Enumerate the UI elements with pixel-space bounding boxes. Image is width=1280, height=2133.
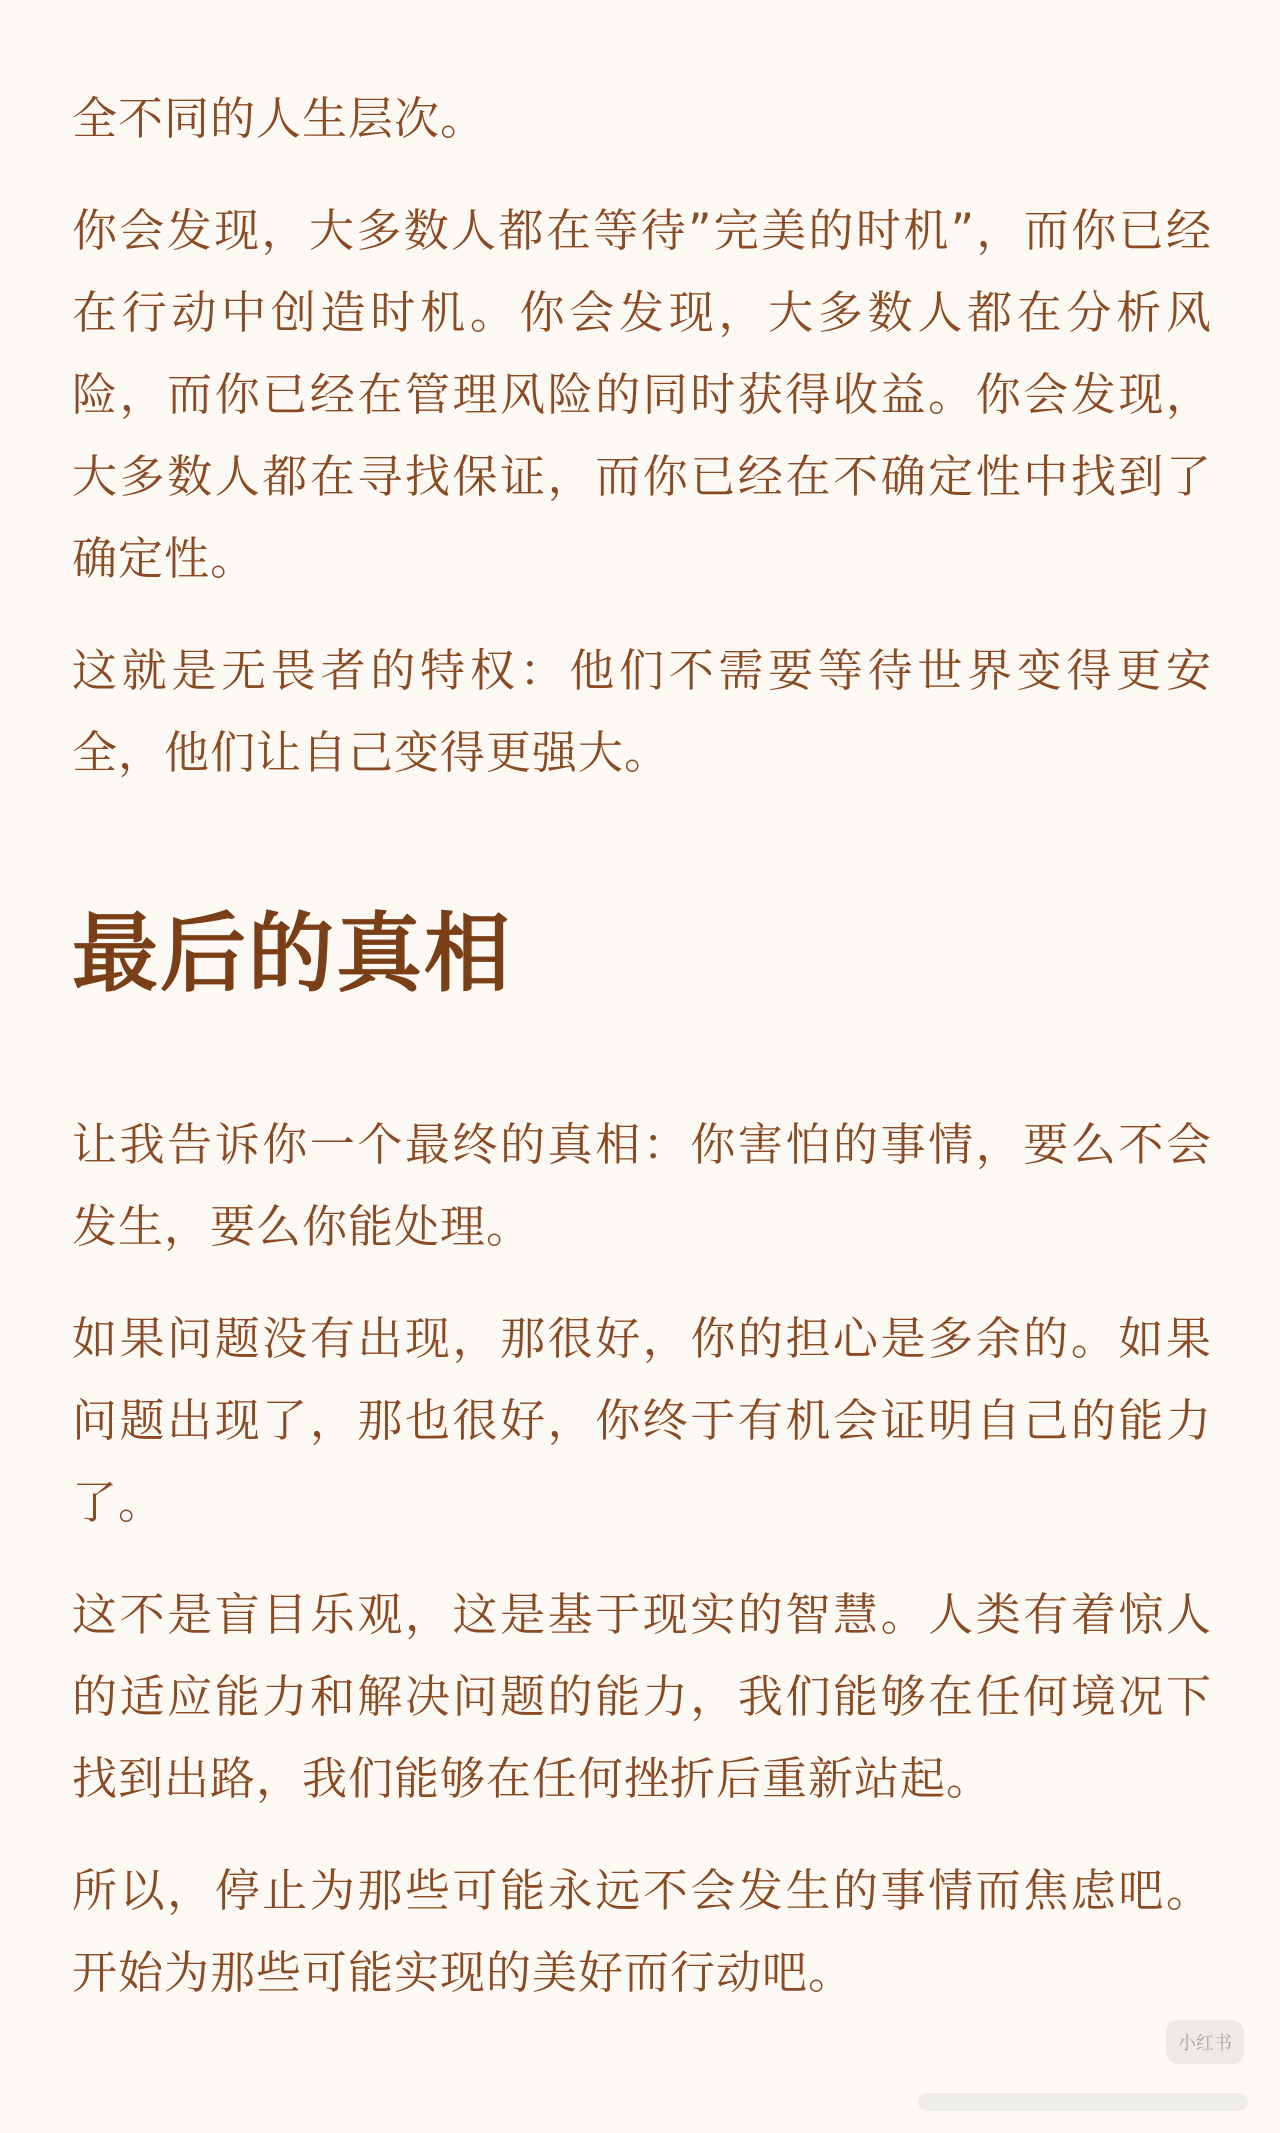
paragraph: 让我告诉你一个最终的真相：你害怕的事情，要么不会发生，要么你能处理。 [72, 1118, 1212, 1253]
paragraph: 这不是盲目乐观，这是基于现实的智慧。人类有着惊人的适应能力和解决问题的能力，我们能够在任何境况下找到出路，我们能够在任何挫折后重新站起。 [72, 1588, 1212, 1805]
paragraph: 这就是无畏者的特权：他们不需要等待世界变得更安全，他们让自己变得更强大。 [72, 644, 1212, 779]
paragraph: 如果问题没有出现，那很好，你的担心是多余的。如果问题出现了，那也很好，你终于有机会证明自己的能力了。 [72, 1312, 1212, 1529]
article [72, 78, 1212, 2044]
section-heading: 最后的真相 [72, 904, 512, 1004]
paragraph: 所以，停止为那些可能永远不会发生的事情而焦虑吧。开始为那些可能实现的美好而行动吧。 [72, 1864, 1212, 1999]
paragraph: 你会发现，大多数人都在等待”完美的时机”，而你已经在行动中创造时机。你会发现，大多数人都在分析风险，而你已经在管理风险的同时获得收益。你会发现，大多数人都在寻找保证，而你已经在不确定性中找到了确定性。 [72, 204, 1212, 585]
paragraph: 全不同的人生层次。 [72, 92, 487, 145]
watermark-label: 小红书 [1178, 2033, 1232, 2054]
watermark-logo [1166, 2020, 1244, 2064]
bottom-faint-bar [918, 2093, 1248, 2111]
